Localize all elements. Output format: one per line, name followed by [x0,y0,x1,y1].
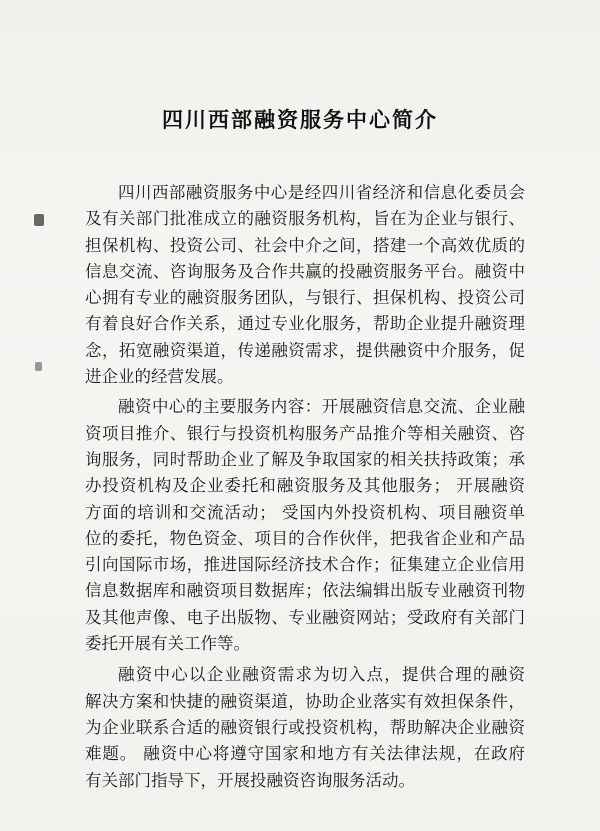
text-line: 难题。 融资中心将遵守国家和地方有关法律法规，在政府 [85,744,525,764]
paragraph-1 [85,180,525,390]
text-line: 心拥有专业的融资服务团队，与银行、担保机构、投资公司 [85,288,525,308]
document-title: 四川西部融资服务中心简介 [162,107,438,132]
text-line: 融资中心的主要服务内容：开展融资信息交流、企业融 [118,397,525,417]
text-line: 四川西部融资服务中心是经四川省经济和信息化委员会 [118,183,525,202]
text-line: 引向国际市场，推进国际经济技术合作；征集建立企业信用 [85,555,525,575]
text-line: 有关部门指导下，开展投融资咨询服务活动。 [85,770,415,790]
punch-hole-mark [35,362,42,371]
punch-hole-mark [34,214,44,226]
text-line: 解决方案和快捷的融资渠道，协助企业落实有效担保条件， [85,691,525,711]
text-line: 念，拓宽融资渠道，传递融资需求，提供融资中介服务，促 [85,340,525,360]
text-line: 信息数据库和融资项目数据库；依法编辑出版专业融资刊物 [85,581,525,601]
text-line: 位的委托，物色资金、项目的合作伙伴，把我省企业和产品 [85,528,525,548]
text-line: 进企业的经营发展。 [85,367,234,387]
text-line: 及有关部门批准成立的融资服务机构，旨在为企业与银行、 [85,209,525,229]
document-body [85,170,525,794]
text-line: 方面的培训和交流活动； 受国内外投资机构、项目融资单 [85,502,525,522]
text-line: 为企业联系合适的融资银行或投资机构，帮助解决企业融资 [85,717,525,737]
paragraph-3 [85,662,525,793]
text-line: 融资中心以企业融资需求为切入点，提供合理的融资 [118,665,525,685]
paragraph-2 [85,394,525,657]
text-line: 资项目推介、银行与投资机构服务产品推介等相关融资、咨 [85,423,525,443]
text-line: 办投资机构及企业委托和融资服务及其他服务； 开展融资 [85,476,525,496]
text-line: 询服务，同时帮助企业了解及争取国家的相关扶持政策；承 [85,449,525,469]
text-line: 担保机构、投资公司、社会中介之间，搭建一个高效优质的 [85,235,525,255]
text-line: 信息交流、咨询服务及合作共赢的投融资服务平台。融资中 [85,261,525,281]
text-line: 及其他声像、电子出版物、专业融资网站；受政府有关部门 [85,607,525,627]
text-line: 委托开展有关工作等。 [85,634,250,654]
text-line: 有着良好合作关系，通过专业化服务，帮助企业提升融资理 [85,314,525,334]
